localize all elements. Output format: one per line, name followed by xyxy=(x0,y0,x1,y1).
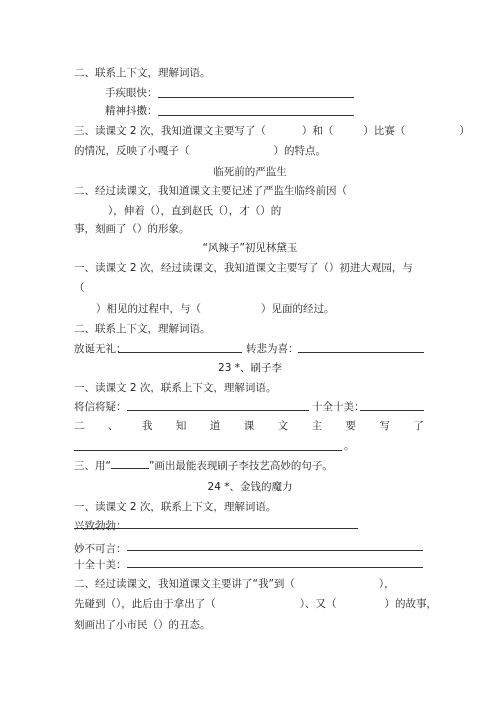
term-label: 十全十美： xyxy=(74,559,127,571)
question-text: 的情况，反映了小嘎子（ ）的特点。 xyxy=(74,145,326,157)
section-heading: 二、联系上下文，理解词语。 xyxy=(74,67,211,79)
term-label: 放诞无礼： xyxy=(74,343,127,355)
sentence-end: 。 xyxy=(344,440,355,452)
question-text: 二、经过读课文，我知道课文主要记述了严监生临终前因（ xyxy=(74,185,347,197)
answer-line[interactable] xyxy=(158,97,354,98)
term-label: 妙不可言： xyxy=(74,543,127,555)
question-text: 三、读课文 2 次，我知道课文主要写了（ ）和（ ）比赛（ ） xyxy=(74,125,470,137)
section-heading: 二、联系上下文，理解词语。 xyxy=(74,323,211,335)
answer-line[interactable] xyxy=(127,410,309,411)
answer-line[interactable] xyxy=(118,352,242,353)
term-label: 精神抖擞： xyxy=(105,105,158,117)
question-text: 二 、 我 知 道 课 文 主 要 写 了 xyxy=(74,420,424,432)
answer-line[interactable] xyxy=(127,567,423,568)
lesson-title: 临死前的严监生 xyxy=(213,166,287,178)
question-text: 刻画出了小市民（）的丑态。 xyxy=(74,619,211,631)
section-heading: 一、读课文 2 次，联系上下文，理解词语。 xyxy=(74,382,277,394)
question-text: ），伸着（），直到赵氏（），才（）的 xyxy=(108,205,282,217)
underline-sample xyxy=(111,458,149,469)
question-text: ）相见的过程中，与（ ）见面的经过。 xyxy=(96,303,335,315)
term-label: 转悲为喜： xyxy=(246,343,299,355)
lesson-title: 23 *、刷子李 xyxy=(218,362,282,374)
answer-line[interactable] xyxy=(74,528,358,529)
question-text: 事，刻画了（）的形象。 xyxy=(74,223,190,235)
question-text: 先碰到（），此后由于拿出了（ ）、又（ ）的故事， xyxy=(74,598,437,610)
section-heading: 一、读课文 2 次，联系上下文，理解词语。 xyxy=(74,501,277,513)
lesson-title: “风辣子”初见林黛玉 xyxy=(202,242,298,254)
term-label: 手疾眼快： xyxy=(105,87,158,99)
lesson-title: 24 *、金钱的魔力 xyxy=(207,481,293,493)
answer-line[interactable] xyxy=(158,115,354,116)
answer-line[interactable] xyxy=(360,410,424,411)
term-label: 十全十美： xyxy=(312,401,365,413)
question-text: 一、读课文 2 次，经过读课文，我知道课文主要写了（）初进大观园，与 xyxy=(74,262,413,274)
answer-line[interactable] xyxy=(298,352,424,353)
question-text: 三、用“ ”画出最能表现刷子李技艺高妙的句子。 xyxy=(74,460,333,472)
answer-line[interactable] xyxy=(127,550,423,551)
answer-line[interactable] xyxy=(74,450,342,451)
question-text: 二、经过读课文，我知道课文主要讲了“我”到（ ）， xyxy=(74,578,395,590)
question-text: （ xyxy=(74,282,85,294)
term-label: 兴致勃勃： xyxy=(74,520,127,532)
term-label: 将信将疑： xyxy=(74,401,127,413)
